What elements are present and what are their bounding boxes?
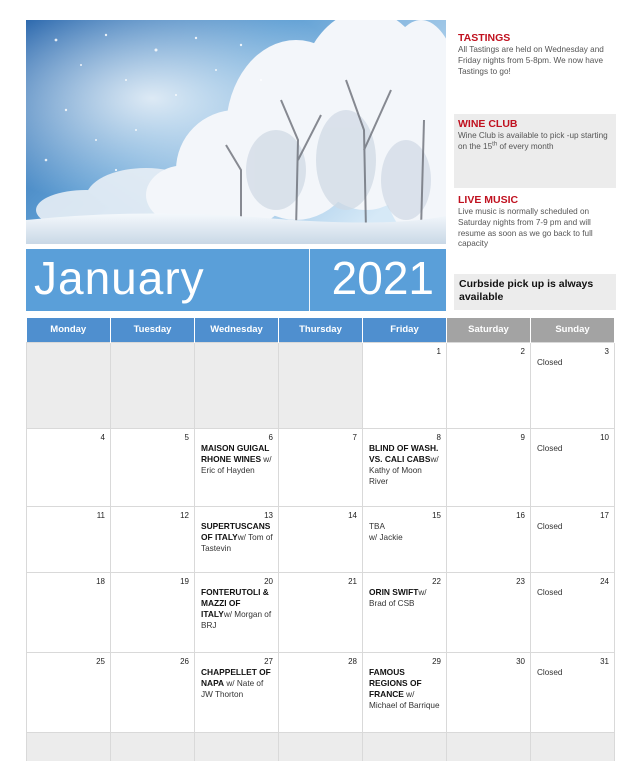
calendar-day-cell <box>27 428 111 506</box>
day-number: 8 <box>436 432 441 442</box>
calendar-day-cell <box>447 506 531 572</box>
day-number: 22 <box>432 576 441 586</box>
day-number: 18 <box>96 576 105 586</box>
day-number: 1 <box>436 346 441 356</box>
event-title: ORIN SWIFT <box>369 586 419 597</box>
event-description <box>369 587 441 609</box>
day-number: 13 <box>264 510 273 520</box>
weekday-header: Thursday <box>279 318 363 342</box>
calendar-day-cell <box>447 572 531 652</box>
calendar-day-cell <box>111 506 195 572</box>
tastings-section <box>454 30 616 79</box>
calendar-day-cell <box>111 572 195 652</box>
calendar-empty-cell <box>531 732 615 761</box>
calendar-day-cell <box>279 652 363 732</box>
calendar-day-cell <box>531 572 615 652</box>
day-number: 31 <box>600 656 609 666</box>
calendar-day-cell <box>363 652 447 732</box>
event-description <box>201 587 273 631</box>
wine-club-text <box>458 131 612 153</box>
day-number: 11 <box>96 510 105 520</box>
event-description <box>369 443 441 487</box>
event-host: w/ Morgan of BRJ <box>201 609 272 630</box>
event-host: w/ Eric of Hayden <box>201 454 272 475</box>
calendar-table <box>26 318 615 761</box>
calendar-empty-row <box>27 732 615 761</box>
day-note: TBA <box>369 521 385 531</box>
day-number: 25 <box>96 656 105 666</box>
curbside-notice <box>454 274 616 310</box>
event-host: w/ Tom of Tastevin <box>201 532 273 553</box>
day-note: Closed <box>537 667 563 677</box>
event-host: w/ Michael of Barrique <box>369 689 440 710</box>
day-number: 14 <box>348 510 357 520</box>
calendar-day-cell <box>531 428 615 506</box>
event-title: MAISON GUIGAL RHONE WINES <box>201 442 270 464</box>
weekday-header-row <box>27 318 615 342</box>
calendar-day-cell <box>195 428 279 506</box>
calendar-day-cell <box>27 506 111 572</box>
tastings-heading: TASTINGS <box>458 32 511 44</box>
event-host: w/ Nate of JW Thorton <box>201 678 264 699</box>
weekday-header: Monday <box>27 318 111 342</box>
calendar-day-cell <box>279 342 363 428</box>
calendar-day-cell <box>195 652 279 732</box>
day-number: 23 <box>516 576 525 586</box>
event-host: w/ Kathy of Moon River <box>369 454 439 486</box>
calendar-day-cell <box>531 652 615 732</box>
winter-landscape-photo <box>26 20 446 244</box>
event-description <box>201 667 273 700</box>
calendar-day-cell <box>27 652 111 732</box>
month-banner <box>26 249 446 311</box>
calendar-empty-cell <box>111 732 195 761</box>
calendar-day-cell <box>447 652 531 732</box>
event-title: BLIND OF WASH. VS. CALI CABS <box>369 442 439 464</box>
month-title: January <box>34 252 205 304</box>
day-number: 10 <box>600 432 609 442</box>
day-number: 28 <box>348 656 357 666</box>
event-host: w/ Jackie <box>369 532 403 542</box>
day-number: 20 <box>264 576 273 586</box>
day-number: 16 <box>516 510 525 520</box>
calendar-empty-cell <box>363 732 447 761</box>
day-number: 9 <box>520 432 525 442</box>
wine-club-text-ordinal: th <box>492 141 498 148</box>
tastings-text: All Tastings are held on Wednesday and Friday nights from 5-8pm. We now have Tastings to go! <box>458 45 604 76</box>
weekday-header: Tuesday <box>111 318 195 342</box>
day-number: 3 <box>604 346 609 356</box>
day-number: 6 <box>268 432 273 442</box>
calendar-empty-cell <box>447 732 531 761</box>
year-title: 2021 <box>331 252 434 304</box>
wine-club-text-end: of every month <box>497 141 554 151</box>
event-description <box>369 667 441 711</box>
weekend-header: Saturday <box>447 318 531 342</box>
live-music-text: Live music is normally scheduled on Saturday nights from 7-9 pm and will resume as soon as we go back to full capacity <box>458 207 593 249</box>
calendar-week-row <box>27 428 615 506</box>
day-number: 29 <box>432 656 441 666</box>
wine-club-heading: WINE CLUB <box>458 118 518 130</box>
calendar-week-row <box>27 572 615 652</box>
calendar-day-cell <box>111 652 195 732</box>
calendar-day-cell <box>363 506 447 572</box>
day-number: 17 <box>600 510 609 520</box>
day-number: 19 <box>180 576 189 586</box>
calendar-day-cell <box>279 572 363 652</box>
event-description <box>201 443 273 476</box>
day-number: 21 <box>348 576 357 586</box>
calendar-day-cell <box>195 342 279 428</box>
calendar-day-cell <box>279 428 363 506</box>
event-title: FAMOUS REGIONS OF FRANCE <box>369 666 422 699</box>
calendar-day-cell <box>195 572 279 652</box>
day-number: 2 <box>520 346 525 356</box>
calendar-day-cell <box>363 572 447 652</box>
event-host: w/ Brad of CSB <box>369 587 427 608</box>
calendar-day-cell <box>447 342 531 428</box>
day-note: Closed <box>537 521 563 531</box>
weekday-header: Friday <box>363 318 447 342</box>
calendar-week-row <box>27 342 615 428</box>
calendar-empty-cell <box>195 732 279 761</box>
calendar-day-cell <box>111 342 195 428</box>
day-number: 4 <box>100 432 105 442</box>
day-number: 15 <box>432 510 441 520</box>
calendar-day-cell <box>27 342 111 428</box>
weekday-header: Wednesday <box>195 318 279 342</box>
calendar-week-row <box>27 652 615 732</box>
calendar-day-cell <box>447 428 531 506</box>
wine-club-text-part: Wine Club is available to pick -up starting on the 15 <box>458 131 608 151</box>
winter-photo-illustration <box>26 20 446 244</box>
calendar-day-cell <box>531 506 615 572</box>
event-title: SUPERTUSCANS OF ITALY <box>201 520 271 542</box>
calendar-day-cell <box>111 428 195 506</box>
calendar-empty-cell <box>279 732 363 761</box>
day-note: Closed <box>537 443 563 453</box>
day-number: 5 <box>184 432 189 442</box>
day-number: 12 <box>180 510 189 520</box>
day-note: Closed <box>537 587 563 597</box>
wine-club-section <box>454 114 616 188</box>
weekend-header: Sunday <box>531 318 615 342</box>
calendar-day-cell <box>195 506 279 572</box>
calendar-day-cell <box>531 342 615 428</box>
day-number: 24 <box>600 576 609 586</box>
live-music-section <box>454 192 616 252</box>
day-number: 27 <box>264 656 273 666</box>
day-number: 26 <box>180 656 189 666</box>
day-number: 30 <box>516 656 525 666</box>
event-title: FONTERUTOLI & MAZZI OF ITALY <box>201 586 269 619</box>
event-description <box>201 521 273 554</box>
calendar-day-cell <box>27 572 111 652</box>
day-note: Closed <box>537 357 563 367</box>
live-music-heading: LIVE MUSIC <box>458 194 519 206</box>
calendar-day-cell <box>363 342 447 428</box>
calendar-day-cell <box>363 428 447 506</box>
calendar-grid <box>26 318 615 761</box>
calendar-day-cell <box>279 506 363 572</box>
event-title: CHAPPELLET OF NAPA <box>201 666 271 688</box>
calendar-week-row <box>27 506 615 572</box>
calendar-empty-cell <box>27 732 111 761</box>
banner-divider <box>309 249 310 311</box>
day-number: 7 <box>352 432 357 442</box>
curbside-text: Curbside pick up is always available <box>459 278 594 303</box>
